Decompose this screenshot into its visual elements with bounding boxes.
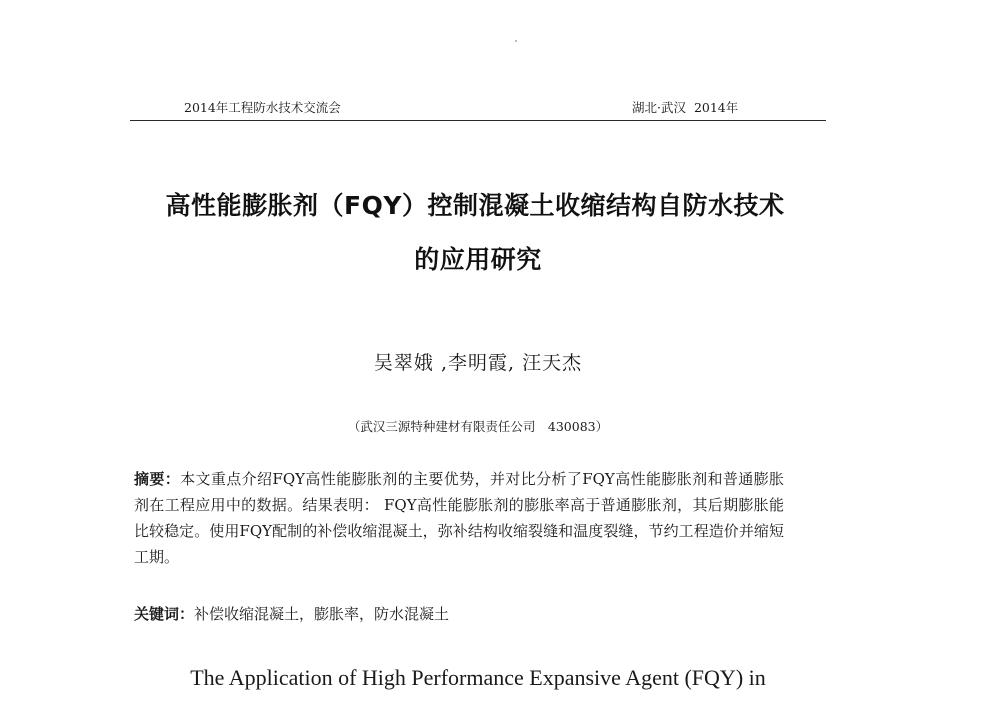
keywords-text: 补偿收缩混凝土，膨胀率，防水混凝土 <box>194 605 450 623</box>
paper-title-line-2: 的应用研究 <box>414 245 542 274</box>
keywords <box>134 603 784 624</box>
authors: 吴翠娥 ,李明霞, 汪天杰 <box>373 352 583 374</box>
paper-title-line-1: 高性能膨胀剂（FQY）控制混凝土收缩结构自防水技术 <box>165 191 785 220</box>
affiliation: （武汉三源特种建材有限责任公司 430083） <box>347 419 609 434</box>
scan-speck <box>515 40 517 42</box>
keywords-label: 关键词： <box>134 605 195 623</box>
header-conference: 2014年工程防水技术交流会 <box>184 100 341 115</box>
header-location-year: 湖北·武汉 2014年 <box>632 100 739 115</box>
header-rule <box>130 120 826 121</box>
abstract-label: 摘要： <box>134 470 181 488</box>
abstract-text: 本文重点介绍FQY高性能膨胀剂的主要优势，并对比分析了FQY高性能膨胀剂和普通膨胀剂在工程应用中的数据。结果表明： FQY高性能膨胀剂的膨胀率高于普通膨胀剂，其后期膨胀能比较稳定。使用FQY配制的补偿收缩混凝土，弥补结构收缩裂缝和温度裂缝，节约工程造价并缩短工期。 <box>134 470 784 566</box>
running-header <box>130 94 826 120</box>
english-title: The Application of High Performance Expansive Agent (FQY) in <box>190 665 766 690</box>
abstract <box>134 466 784 570</box>
